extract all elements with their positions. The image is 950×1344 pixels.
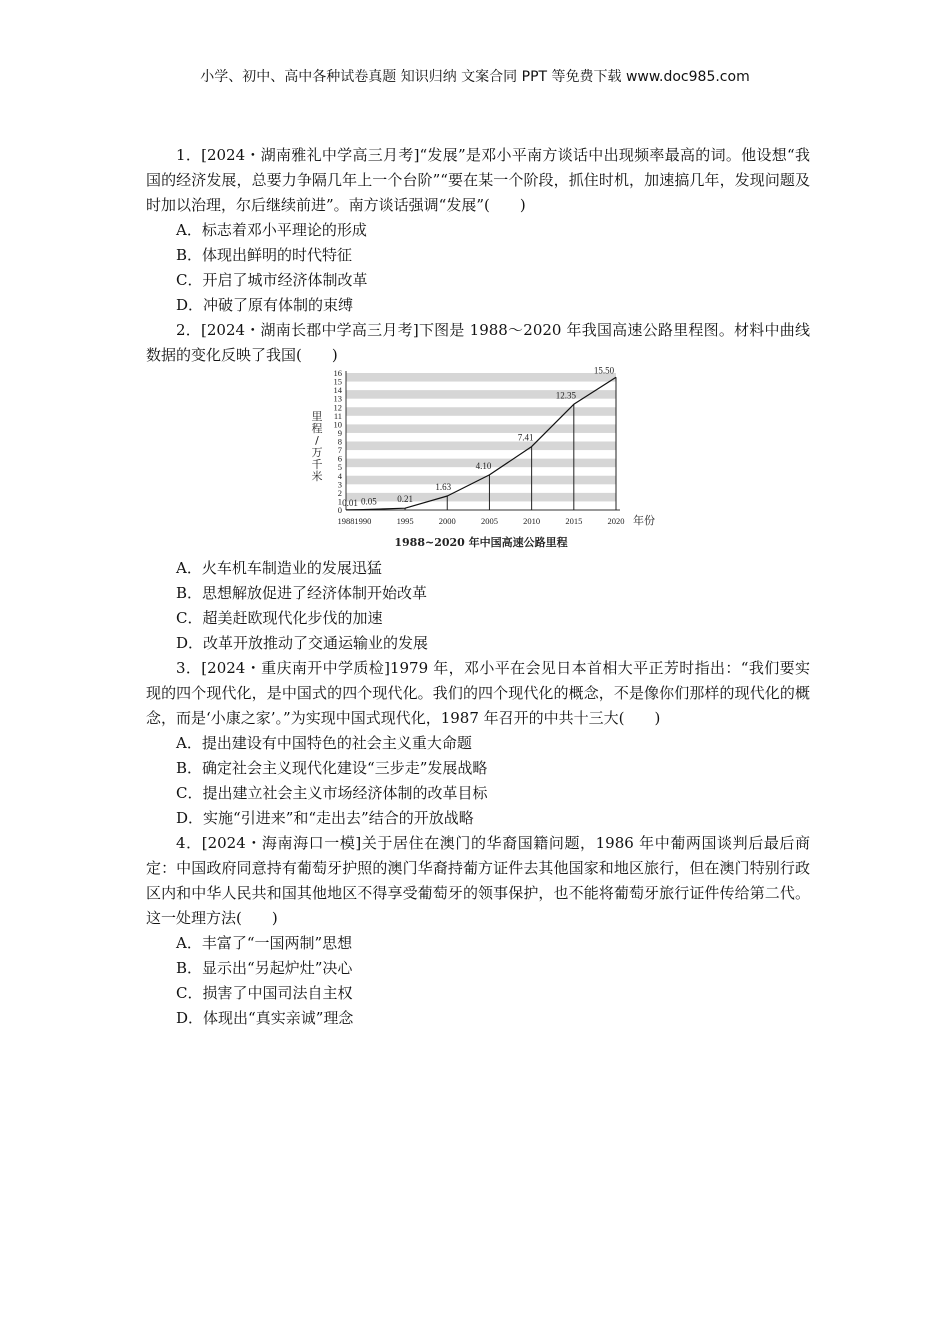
x-tick-label: 1988: [337, 516, 355, 526]
x-tick-label: 2000: [438, 516, 456, 526]
data-label: 1.63: [435, 482, 452, 493]
question-4: [146, 831, 810, 1031]
y-tick-label: 11: [333, 410, 342, 421]
data-label: 7.41: [517, 432, 534, 443]
option-d: D．体现出“真实亲诚”理念: [176, 1009, 354, 1027]
site-header: 小学、初中、高中各种试卷真题 知识归纳 文案合同 PPT 等免费下载 www.doc985.com: [200, 69, 750, 85]
grid-band: [346, 442, 616, 451]
y-tick-label: 16: [333, 368, 342, 378]
x-tick-label: 1995: [396, 516, 414, 526]
option-b: B．思想解放促进了经济体制开始改革: [176, 584, 428, 602]
question-1: [146, 143, 810, 318]
y-tick-label: 7: [337, 445, 342, 456]
grid-band: [346, 476, 616, 485]
option-d: D．改革开放推动了交通运输业的发展: [176, 634, 429, 652]
option-c: C．损害了中国司法自主权: [176, 984, 353, 1002]
grid-band: [346, 407, 616, 416]
question-3: [146, 656, 810, 831]
grid-band: [346, 424, 616, 433]
option-b: B．确定社会主义现代化建设“三步走”发展战略: [176, 759, 488, 777]
chart-title: 1988~2020 年中国高速公路里程: [394, 536, 568, 549]
option-a: A．标志着邓小平理论的形成: [176, 221, 367, 239]
y-tick-label: 1: [337, 496, 342, 507]
option-d: D．冲破了原有体制的束缚: [176, 296, 354, 314]
highway-chart: [146, 365, 810, 556]
y-tick-label: 5: [337, 462, 342, 473]
option-a: A．丰富了“一国两制”思想: [176, 934, 353, 952]
data-label: 12.35: [555, 390, 576, 401]
x-tick-label: 2005: [480, 516, 498, 526]
option-b: B．显示出“另起炉灶”决心: [176, 959, 353, 977]
y-tick-label: 14: [333, 385, 342, 396]
y-tick-label: 15: [333, 376, 342, 387]
question-2: [146, 318, 810, 656]
x-axis-label: 年份: [633, 514, 655, 527]
option-c: C．提出建立社会主义市场经济体制的改革目标: [176, 784, 488, 802]
y-tick-label: 10: [333, 419, 342, 430]
x-tick-label: 2020: [607, 516, 625, 526]
option-b: B．体现出鲜明的时代特征: [176, 246, 353, 264]
y-tick-label: 6: [337, 453, 342, 464]
option-c: C．超美赶欧现代化步伐的加速: [176, 609, 383, 627]
y-tick-label: 12: [333, 402, 342, 413]
data-label: 15.50: [593, 365, 615, 376]
question-stem: 4．[2024・海南海口一模]关于居住在澳门的华裔国籍问题，1986 年中葡两国谈判后最后商定：中国政府同意持有葡萄牙护照的澳门华裔持葡方证件去其他国家和地区旅行，但在澳门特别行政区内和中华人民共和国其他地区不得享受葡萄牙的领事保护，也不能将葡萄牙旅行证件传给第二代。这一处理方法( ): [146, 834, 810, 927]
y-tick-label: 3: [337, 479, 342, 490]
y-axis-label: 里程/万千米: [311, 410, 323, 483]
y-tick-label: 4: [337, 470, 342, 481]
y-tick-label: 2: [337, 487, 342, 498]
question-stem: 2．[2024・湖南长郡中学高三月考]下图是 1988～2020 年我国高速公路里程图。材料中曲线数据的变化反映了我国( ): [146, 321, 810, 364]
y-tick-label: 8: [337, 436, 342, 447]
y-tick-label: 0: [337, 505, 342, 515]
x-tick-label: 2010: [523, 516, 541, 526]
x-tick-label: 2015: [565, 516, 583, 526]
data-label: 0.05: [361, 496, 377, 507]
y-tick-label: 13: [333, 393, 342, 404]
question-stem: 3．[2024・重庆南开中学质检]1979 年，邓小平在会见日本首相大平正芳时指出：“我们要实现的四个现代化，是中国式的四个现代化。我们的四个现代化的概念，不是像你们那样的现代化的概念，而是‘小康之家’。”为实现中国式现代化，1987 年召开的中共十三大( ): [146, 659, 810, 727]
data-label: 0.21: [397, 494, 413, 505]
option-c: C．开启了城市经济体制改革: [176, 271, 368, 289]
question-list: [146, 143, 810, 1031]
option-d: D．实施“引进来”和“走出去”结合的开放战略: [176, 809, 474, 827]
option-a: A．火车机车制造业的发展迅猛: [176, 559, 382, 577]
x-tick-label: 1990: [354, 516, 372, 526]
chart-svg: [306, 365, 655, 556]
data-label: 0.01: [342, 497, 358, 508]
question-stem: 1．[2024・湖南雅礼中学高三月考]“发展”是邓小平南方谈话中出现频率最高的词。他设想“我国的经济发展，总要力争隔几年上一个台阶”“要在某一个阶段，抓住时机，加速搞几年，发现问题及时加以治理，尔后继续前进”。南方谈话强调“发展”( ): [146, 146, 810, 214]
option-a: A．提出建设有中国特色的社会主义重大命题: [176, 734, 472, 752]
data-label: 4.10: [475, 460, 492, 471]
y-tick-label: 9: [337, 427, 342, 438]
grid-band: [346, 373, 616, 382]
